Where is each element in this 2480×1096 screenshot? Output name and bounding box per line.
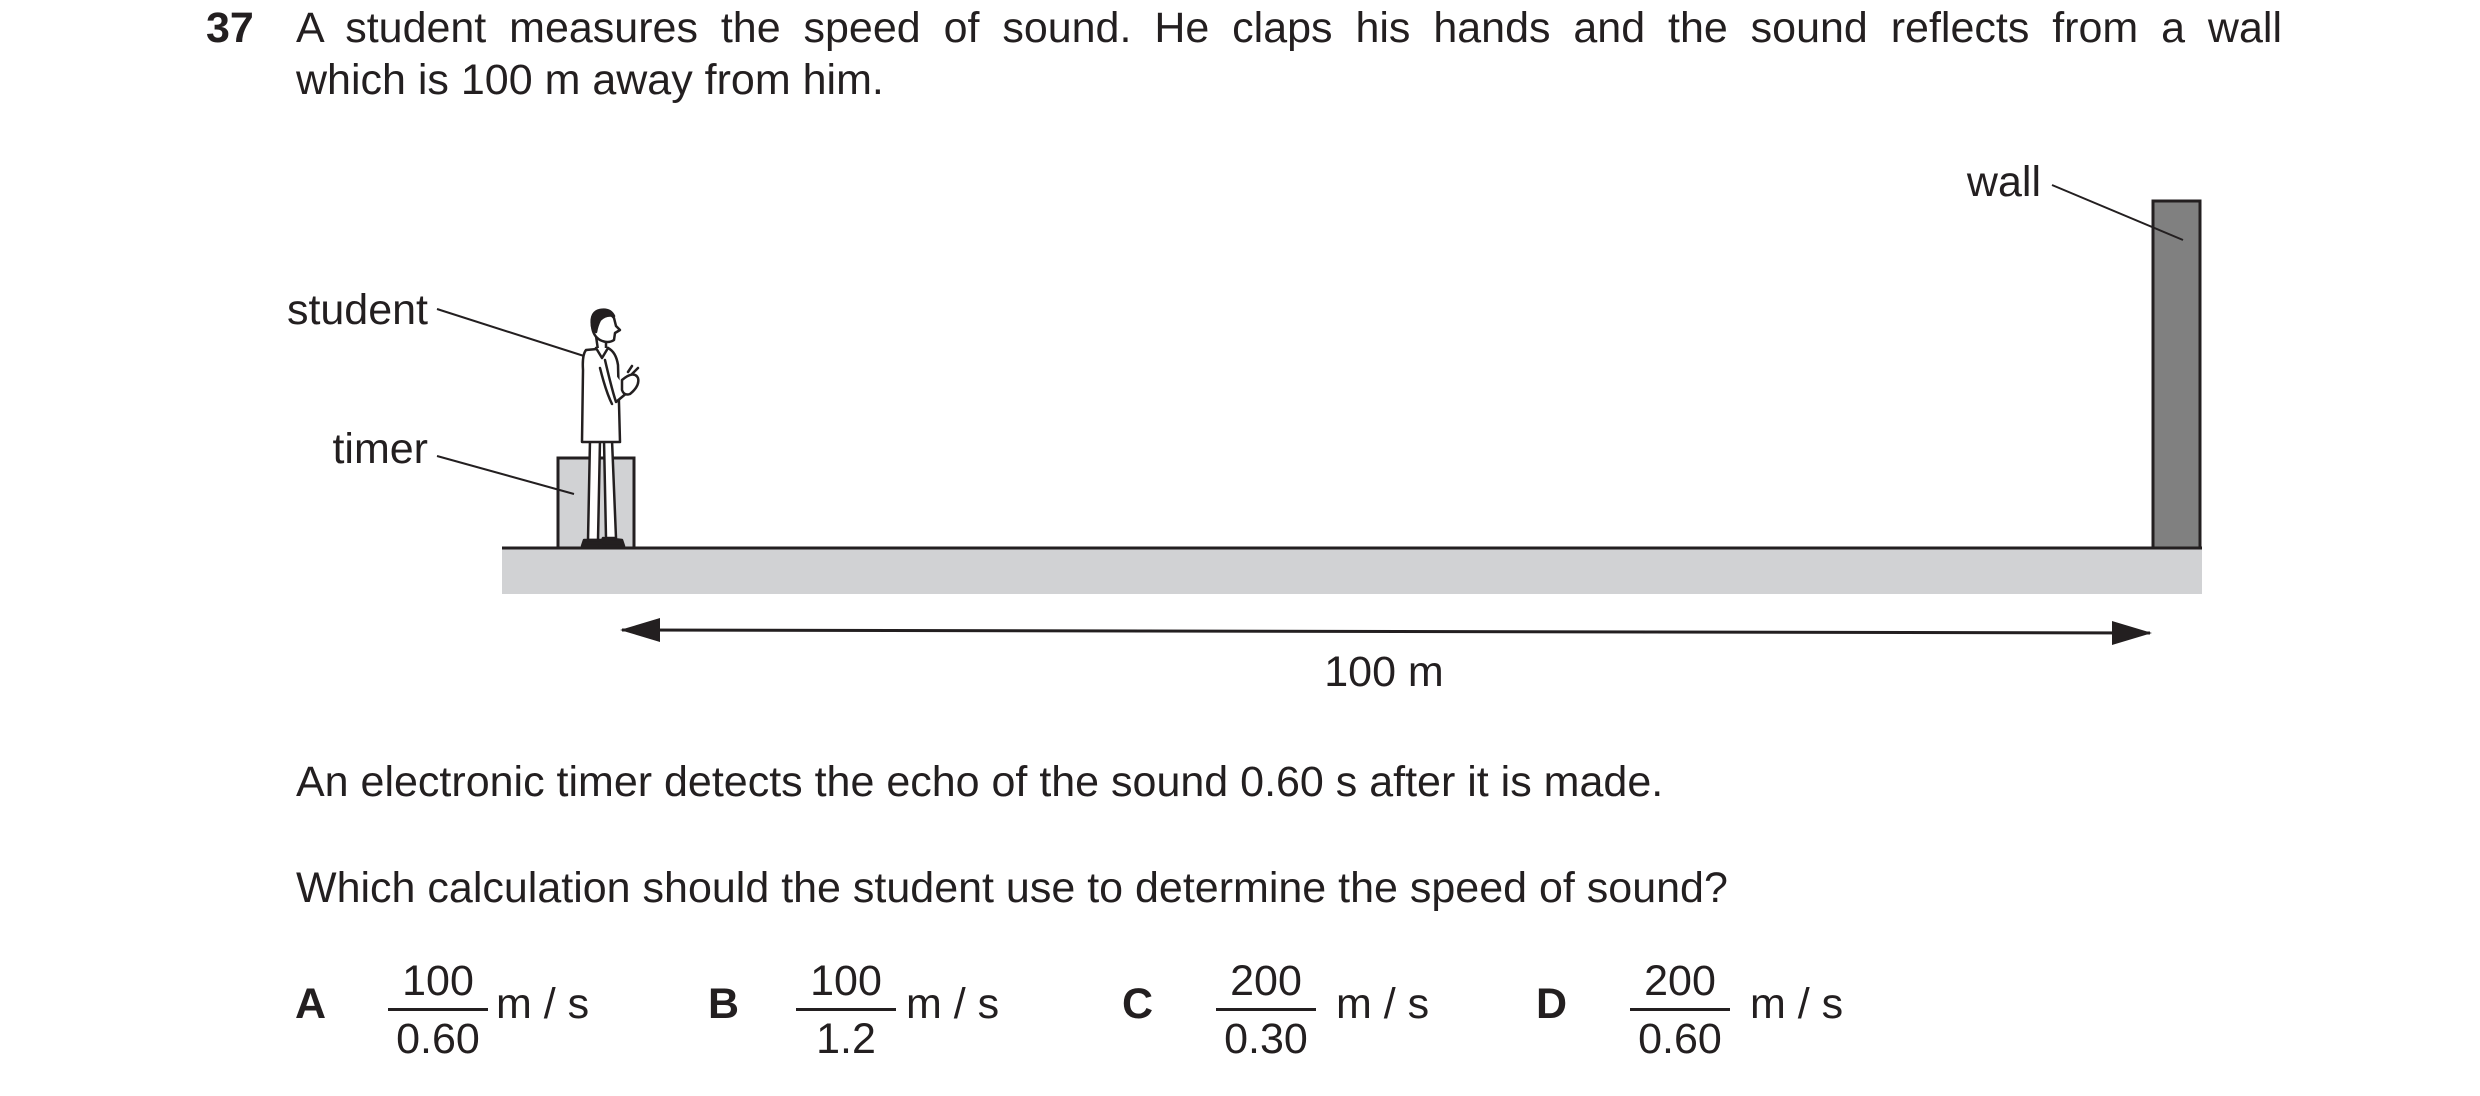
option-unit: m / s — [496, 980, 590, 1028]
option-unit: m / s — [1336, 980, 1430, 1028]
option-letter: D — [1536, 980, 1568, 1028]
fraction-denominator: 0.60 — [1638, 1015, 1722, 1063]
fraction-bar — [388, 1008, 488, 1011]
distance-arrowhead-left — [620, 618, 660, 642]
timer-label: timer — [332, 425, 428, 473]
fraction-bar — [796, 1008, 896, 1011]
fraction-numerator: 200 — [1230, 957, 1302, 1005]
question-prompt: Which calculation should the student use to determine the speed of sound? — [296, 864, 1728, 912]
fraction-bar — [1216, 1008, 1316, 1011]
question-stem-line-2: which is 100 m away from him. — [296, 56, 884, 104]
option-unit: m / s — [1750, 980, 1844, 1028]
option-fraction — [796, 957, 896, 1063]
distance-arrowhead-right — [2112, 621, 2152, 645]
fraction-denominator: 1.2 — [816, 1015, 876, 1063]
option-fraction — [1630, 957, 1730, 1063]
fraction-bar — [1630, 1008, 1730, 1011]
student-leader-line — [437, 309, 584, 356]
option-letter: A — [295, 980, 327, 1028]
timer-leader-line — [437, 456, 574, 494]
option-letter: B — [708, 980, 740, 1028]
option-unit: m / s — [906, 980, 1000, 1028]
fraction-numerator: 100 — [402, 957, 474, 1005]
fraction-numerator: 200 — [1644, 957, 1716, 1005]
question-number: 37 — [206, 4, 254, 52]
timer-statement: An electronic timer detects the echo of the sound 0.60 s after it is made. — [296, 758, 1664, 806]
fraction-denominator: 0.30 — [1224, 1015, 1308, 1063]
option-fraction — [388, 957, 488, 1063]
student-label: student — [286, 286, 428, 334]
ground — [502, 548, 2202, 594]
distance-arrow-line — [622, 630, 2150, 633]
distance-label: 100 m — [1324, 648, 1444, 696]
question-stem-line-1: A student measures the speed of sound. He claps his hands and the sound reflects from a wall — [296, 4, 2282, 52]
wall — [2153, 201, 2200, 548]
option-fraction — [1216, 957, 1316, 1063]
fraction-numerator: 100 — [810, 957, 882, 1005]
option-letter: C — [1122, 980, 1154, 1028]
wall-label: wall — [1966, 158, 2041, 206]
fraction-denominator: 0.60 — [396, 1015, 480, 1063]
